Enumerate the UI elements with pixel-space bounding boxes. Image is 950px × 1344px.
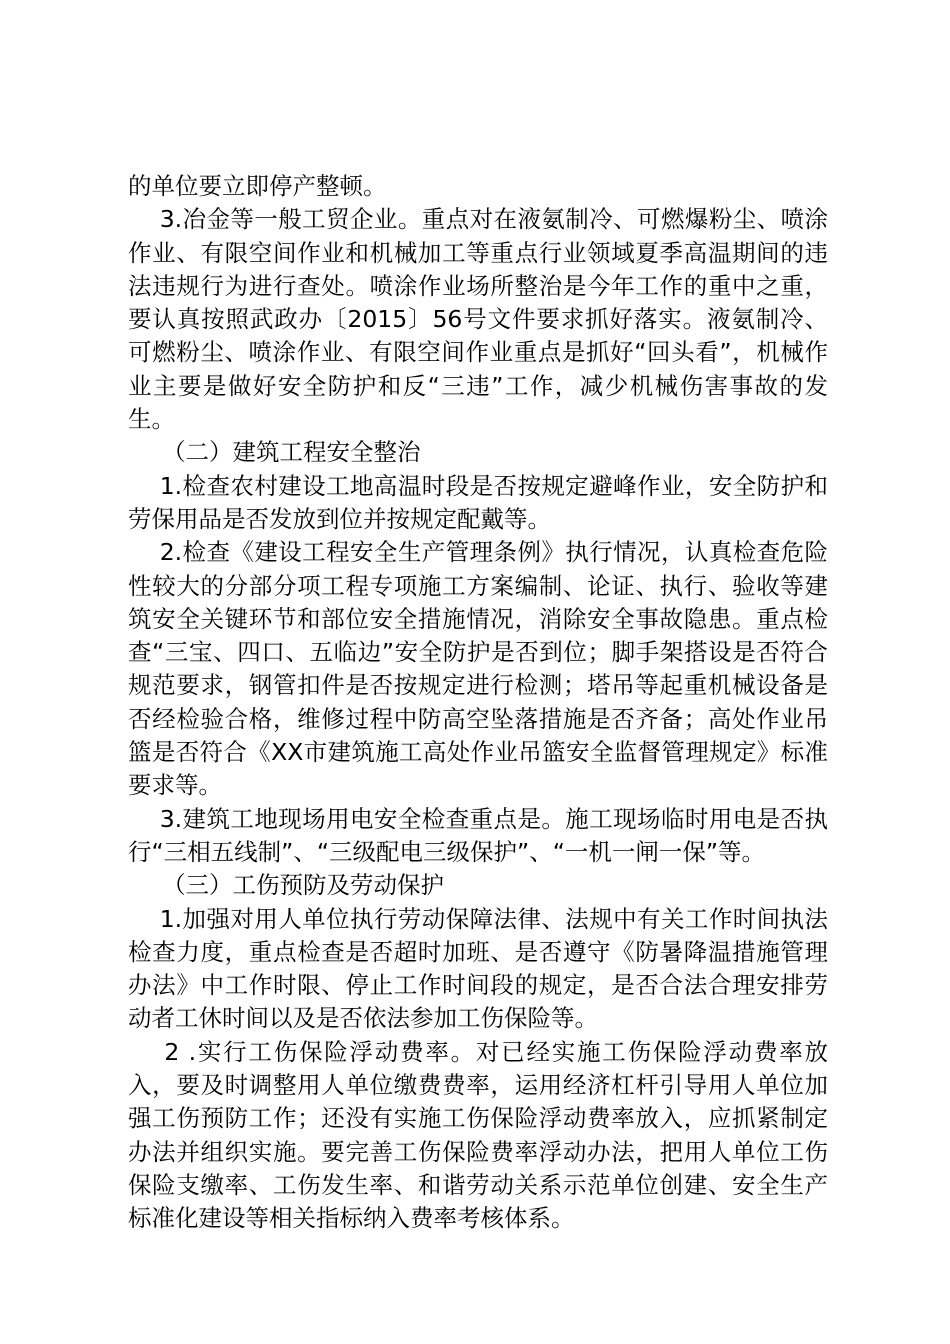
paragraph-metallurgy-trade: 3.冶金等一般工贸企业。重点对在液氨制冷、可燃爆粉尘、喷涂作业、有限空间作业和机械加工等重点行业领域夏季高温期间的违法违规行为进行查处。喷涂作业场所整治是今年工作的重中之重，要认真按照武政办〔2015〕56号文件要求抓好落实。液氨制冷、可燃粉尘、喷涂作业、有限空间作业重点是抓好“回头看”，机械作业主要是做好安全防护和反“三违”工作，减少机械伤害事故的发生。 xyxy=(128,205,828,434)
paragraph-continuation: 的单位要立即停产整顿。 xyxy=(128,172,387,200)
section-heading-injury-prevention: （三）工伤预防及劳动保护 xyxy=(162,871,445,900)
section-heading-construction: （二）建筑工程安全整治 xyxy=(162,438,421,467)
paragraph-injury-prevention-2: 2 .实行工伤保险浮动费率。对已经实施工伤保险浮动费率放入，要及时调整用人单位缴费费率，运用经济杠杆引导用人单位加强工伤预防工作；还没有实施工伤保险浮动费率放入，应抓紧制定办法并组织实施。要完善工伤保险费率浮动办法，把用人单位工伤保险支缴率、工伤发生率、和谐劳动关系示范单位创建、安全生产标准化建设等相关指标纳入费率考核体系。 xyxy=(128,1037,828,1233)
paragraph-construction-1: 1.检查农村建设工地高温时段是否按规定避峰作业，安全防护和劳保用品是否发放到位并按规定配戴等。 xyxy=(128,471,828,533)
paragraph-construction-2: 2.检查《建设工程安全生产管理条例》执行情况，认真检查危险性较大的分部分项工程专项施工方案编制、论证、执行、验收等建筑安全关键环节和部位安全措施情况，消除安全事故隐患。重点检查“三宝、四口、五临边”安全防护是否到位；脚手架搭设是否符合规范要求，钢管扣件是否按规定进行检测；塔吊等起重机械设备是否经检验合格，维修过程中防高空坠落措施是否齐备；高处作业吊篮是否符合《XX市建筑施工高处作业吊篮安全监督管理规定》标准要求等。 xyxy=(128,538,828,800)
document-body xyxy=(128,170,828,1236)
paragraph-construction-3: 3.建筑工地现场用电安全检查重点是。施工现场临时用电是否执行“三相五线制”、“三级配电三级保护”、“一机一闸一保”等。 xyxy=(128,804,828,866)
paragraph-injury-prevention-1: 1.加强对用人单位执行劳动保障法律、法规中有关工作时间执法检查力度，重点检查是否超时加班、是否遵守《防暑降温措施管理办法》中工作时限、停止工作时间段的规定，是否合法合理安排劳动者工休时间以及是否依法参加工伤保险等。 xyxy=(128,904,828,1033)
